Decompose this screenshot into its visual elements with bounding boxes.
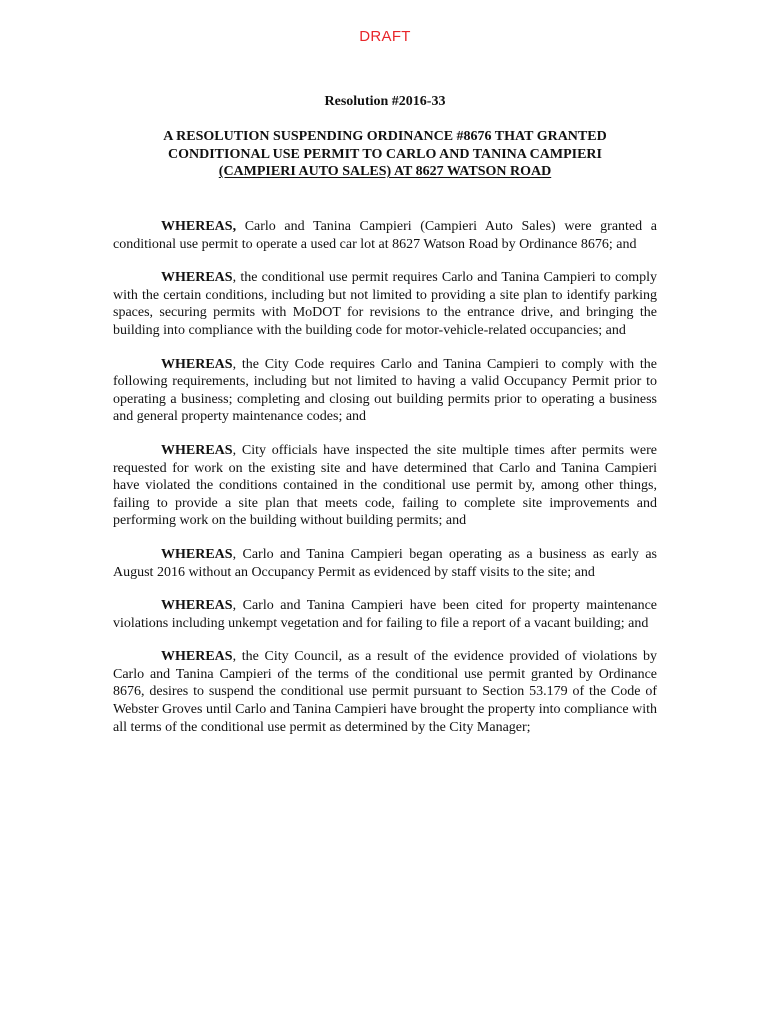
whereas-keyword: WHEREAS — [161, 356, 233, 372]
paragraph-text: , City officials have inspected the site multiple times after permits were requested for work on the existing site and have determined that Carlo and Tanina Campieri have violated the conditions contained in the conditional use permit by, among other things, failing to provide a site plan that meets code, failing to complete site improvements and performing work on the building without building permits; and — [113, 442, 657, 529]
whereas-keyword: WHEREAS — [161, 442, 233, 458]
whereas-keyword: WHEREAS — [161, 598, 233, 614]
whereas-paragraph-5 — [113, 546, 657, 581]
title-line-2: CONDITIONAL USE PERMIT TO CARLO AND TANINA CAMPIERI — [168, 146, 602, 162]
paragraph-text: Carlo and Tanina Campieri (Campieri Auto Sales) were granted a conditional use permit to operate a used car lot at 8627 Watson Road by Ordinance 8676; and — [113, 219, 657, 252]
title-line-3: (CAMPIERI AUTO SALES) AT 8627 WATSON ROAD — [218, 164, 552, 179]
resolution-body — [113, 218, 657, 752]
paragraph-text: , the City Code requires Carlo and Tanina Campieri to comply with the following requirements, including but not limited to having a valid Occupancy Permit prior to operating a business; completing and closing out building permits prior to operating a business and general property maintenance codes; and — [113, 356, 657, 425]
whereas-keyword: WHEREAS, — [161, 219, 237, 234]
resolution-title — [113, 128, 657, 181]
whereas-paragraph-7 — [113, 648, 657, 736]
whereas-keyword: WHEREAS — [161, 649, 233, 665]
whereas-paragraph-6 — [113, 597, 657, 632]
whereas-paragraph-1 — [113, 218, 657, 253]
resolution-number: Resolution #2016-33 — [324, 94, 446, 109]
whereas-keyword: WHEREAS — [161, 270, 233, 286]
whereas-paragraph-3 — [113, 356, 657, 426]
title-line-1: A RESOLUTION SUSPENDING ORDINANCE #8676 THAT GRANTED — [163, 129, 607, 144]
paragraph-text: , the City Council, as a result of the evidence provided of violations by Carlo and Tanina Campieri of the terms of the conditional use permit granted by Ordinance 8676, desires to suspend the conditional use permit pursuant to Section 53.179 of the Code of Webster Groves until Carlo and Tanina Campieri have brought the property into compliance with all terms of the conditional use permit as determined by the City Manager; — [113, 649, 657, 735]
paragraph-text: , Carlo and Tanina Campieri began operating as a business as early as August 2016 without an Occupancy Permit as evidenced by staff visits to the site; and — [113, 546, 657, 580]
whereas-paragraph-4 — [113, 442, 657, 530]
draft-stamp: DRAFT — [359, 28, 411, 45]
whereas-keyword: WHEREAS — [161, 546, 233, 562]
paragraph-text: , the conditional use permit requires Carlo and Tanina Campieri to comply with the certain conditions, including but not limited to providing a site plan to identify parking spaces, securing permits with MoDOT for revisions to the entrance drive, and bringing the building into compliance with the building code for motor-vehicle-related occupancies; and — [113, 270, 657, 338]
paragraph-text: , Carlo and Tanina Campieri have been cited for property maintenance violations including unkempt vegetation and for failing to file a report of a vacant building; and — [113, 598, 657, 631]
whereas-paragraph-2 — [113, 269, 657, 339]
